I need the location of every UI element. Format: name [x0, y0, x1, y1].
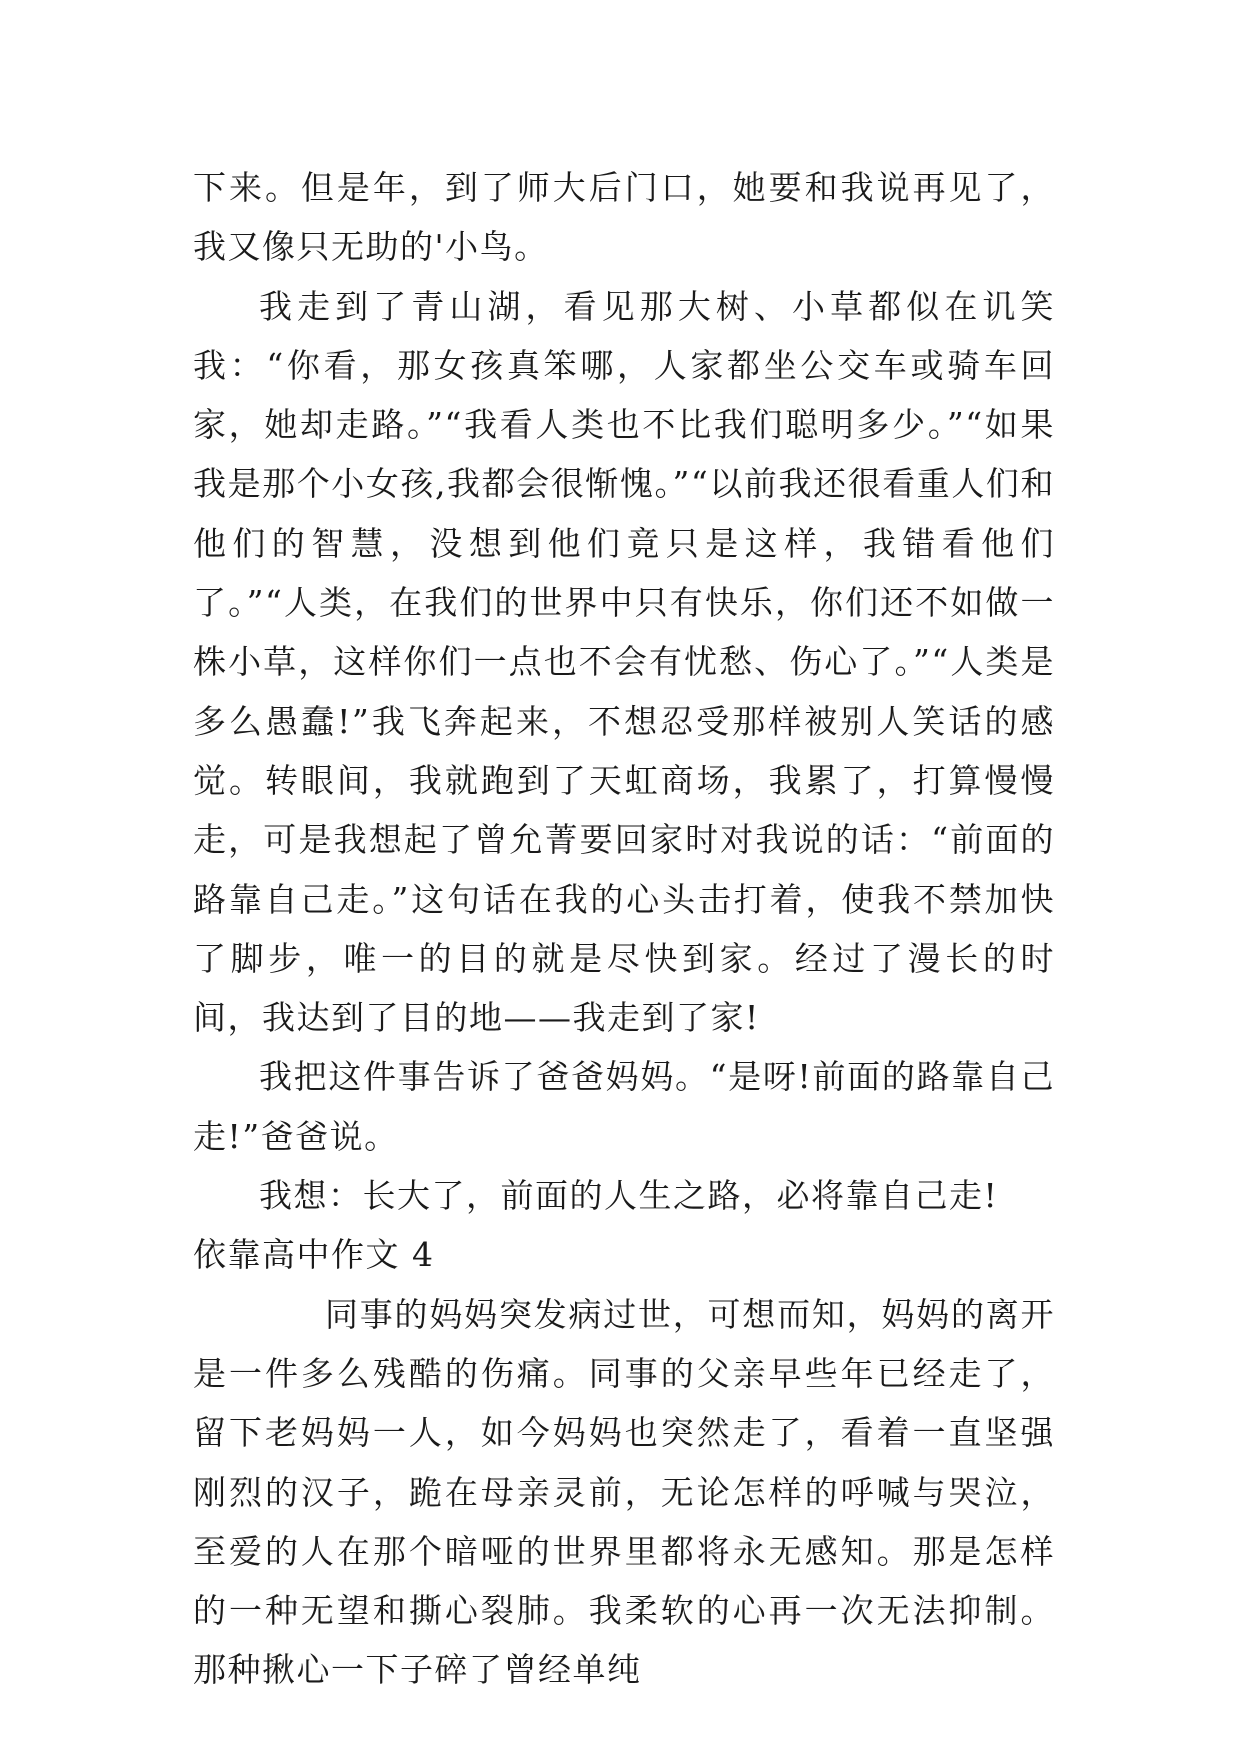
document-body — [193, 158, 1055, 1700]
paragraph-continuation: 下来。但是年，到了师大后门口，她要和我说再见了，我又像只无助的'小鸟。 — [193, 168, 1055, 267]
paragraph-qingshan-lake: 我走到了青山湖，看见那大树、小草都似在讥笑我：“你看，那女孩真笨哪，人家都坐公交车或骑车回家，她却走路。”“我看人类也不比我们聪明多少。”“如果我是那个小女孩,我都会很惭愧。”“以前我还很看重人们和他们的智慧，没想到他们竟只是这样，我错看他们了。”“人类，在我们的世界中只有快乐，你们还不如做一株小草，这样你们一点也不会有忧愁、伤心了。”“人类是多么愚蠢!”我飞奔起来，不想忍受那样被别人笑话的感觉。转眼间，我就跑到了天虹商场，我累了，打算慢慢走，可是我想起了曾允菁要回家时对我说的话：“前面的路靠自己走。”这句话在我的心头击打着，使我不禁加快了脚步，唯一的目的就是尽快到家。经过了漫长的时间，我达到了目的地——我走到了家! — [193, 286, 1055, 1038]
section-paragraph: 同事的妈妈突发病过世，可想而知，妈妈的离开是一件多么残酷的伤痛。同事的父亲早些年已经走了，留下老妈妈一人，如今妈妈也突然走了，看着一直坚强刚烈的汉子，跪在母亲灵前，无论怎样的呼喊与哭泣，至爱的人在那个暗哑的世界里都将永无感知。那是怎样的一种无望和撕心裂肺。我柔软的心再一次无法抑制。那种揪心一下子碎了曾经单纯 — [193, 1294, 1055, 1690]
section-title: 依靠高中作文 4 — [193, 1235, 435, 1275]
paragraph-told-parents: 我把这件事告诉了爸爸妈妈。“是呀!前面的路靠自己走!”爸爸说。 — [193, 1057, 1055, 1156]
paragraph-conclusion: 我想：长大了，前面的人生之路，必将靠自己走! — [259, 1176, 999, 1216]
